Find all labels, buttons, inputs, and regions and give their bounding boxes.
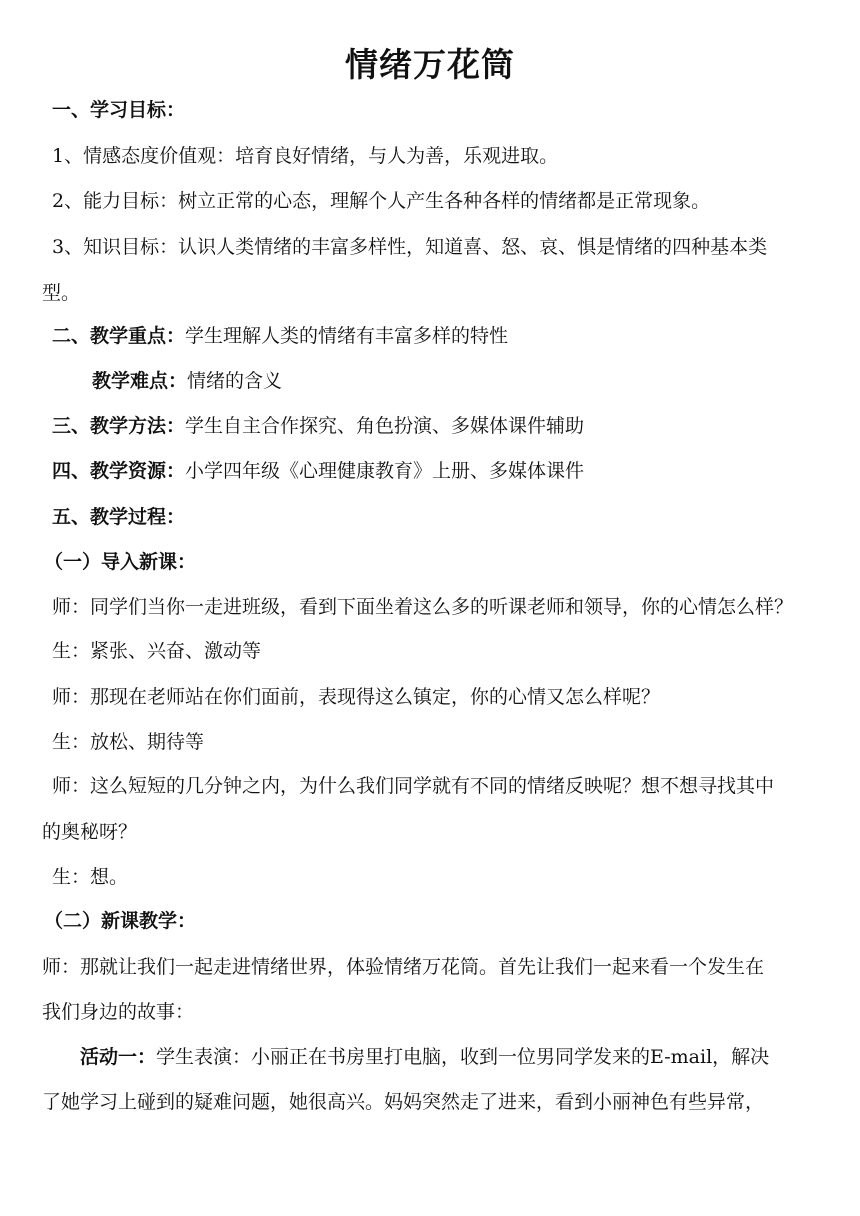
line-text: 了她学习上碰到的疑难问题，她很高兴。妈妈突然走了进来，看到小丽神色有些异常， [42, 1091, 765, 1113]
section-heading [52, 457, 584, 485]
line-text: 3、知识目标：认识人类情绪的丰富多样性，知道喜、怒、哀、惧是情绪的四种基本类 [52, 236, 768, 258]
section-heading [52, 96, 185, 124]
paragraph-line [42, 818, 137, 846]
heading-text: 学生自主合作探究、角色扮演、多媒体课件辅助 [185, 415, 585, 437]
heading-label: （一）导入新课： [44, 551, 197, 573]
line-text: 师：这么短短的几分钟之内，为什么我们同学就有不同的情绪反映呢？想不想寻找其中 [52, 775, 775, 797]
paragraph-line [42, 998, 194, 1026]
paragraph-line [52, 683, 660, 711]
paragraph-line [52, 593, 793, 621]
paragraph-line [52, 142, 558, 170]
section-heading [52, 412, 584, 440]
line-text: 我们身边的故事： [42, 1001, 195, 1023]
paragraph-line [52, 233, 767, 261]
heading-label: （二）新课教学： [44, 910, 197, 932]
heading-label: 一、学习目标： [52, 99, 186, 121]
heading-label: 二、教学重点： [52, 325, 186, 347]
subsection-heading [44, 548, 196, 576]
paragraph-line [52, 863, 128, 891]
subsection-heading [44, 907, 196, 935]
document-title: 情绪万花筒 [345, 45, 515, 84]
line-text: 1、情感态度价值观：培育良好情绪，与人为善，乐观进取。 [52, 145, 559, 167]
paragraph-line [42, 953, 764, 981]
line-text: 生：想。 [52, 866, 129, 888]
line-text: 2、能力目标：树立正常的心态，理解个人产生各种各样的情绪都是正常现象。 [52, 190, 711, 212]
line-text: 学生表演：小丽正在书房里打电脑，收到一位男同学发来的E-mail，解决 [156, 1046, 770, 1068]
heading-label: 四、教学资源： [52, 460, 186, 482]
activity-label: 活动一： [80, 1046, 157, 1068]
paragraph-line [52, 772, 774, 800]
line-text: 型。 [42, 282, 81, 304]
paragraph-line [42, 1088, 764, 1116]
section-heading [52, 322, 508, 350]
heading-label: 教学难点： [92, 370, 188, 392]
heading-text: 小学四年级《心理健康教育》上册、多媒体课件 [185, 460, 585, 482]
paragraph-line [42, 279, 80, 307]
section-heading [92, 367, 282, 395]
paragraph-line [52, 728, 204, 756]
line-text: 生：放松、期待等 [52, 731, 205, 753]
line-text: 师：那就让我们一起走进情绪世界，体验情绪万花筒。首先让我们一起来看一个发生在 [42, 956, 765, 978]
activity-line [80, 1043, 769, 1071]
line-text: 生：紧张、兴奋、激动等 [52, 640, 262, 662]
paragraph-line [52, 187, 710, 215]
heading-text: 学生理解人类的情绪有丰富多样的特性 [185, 325, 509, 347]
heading-label: 五、教学过程： [52, 506, 186, 528]
heading-label: 三、教学方法： [52, 415, 186, 437]
line-text: 师：同学们当你一走进班级，看到下面坐着这么多的听课老师和领导，你的心情怎么样？ [52, 596, 794, 618]
paragraph-line [52, 637, 261, 665]
section-heading [52, 503, 185, 531]
line-text: 师：那现在老师站在你们面前，表现得这么镇定，你的心情又怎么样呢？ [52, 686, 661, 708]
line-text: 的奥秘呀？ [42, 821, 138, 843]
heading-text: 情绪的含义 [187, 370, 283, 392]
